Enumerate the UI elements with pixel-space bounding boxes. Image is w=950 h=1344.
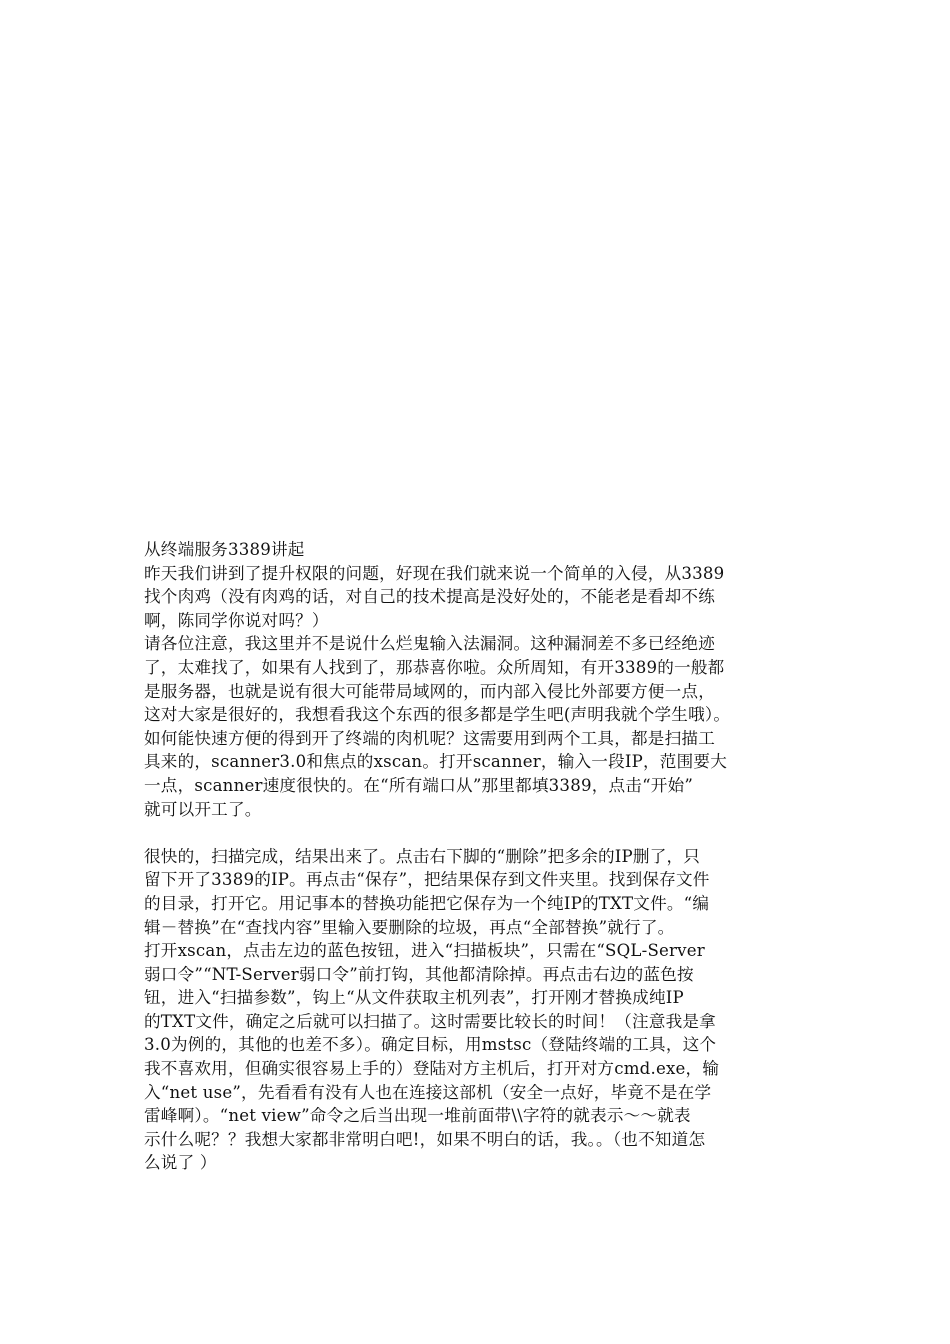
text-line: 么说了 ） bbox=[144, 1153, 217, 1173]
text-line: 示什么呢？？我想大家都非常明白吧!，如果不明白的话，我。。（也不知道怎 bbox=[144, 1129, 706, 1149]
text-line: 啊，陈同学你说对吗？） bbox=[144, 610, 329, 630]
text-line: 钮，进入“扫描参数”，钩上“从文件获取主机列表”，打开刚才替换成纯IP bbox=[144, 988, 684, 1008]
text-line: 辑－替换”在“查找内容”里输入要删除的垃圾，再点“全部替换”就行了。 bbox=[144, 917, 675, 937]
text-line: 找个肉鸡（没有肉鸡的话，对自己的技术提高是没好处的，不能老是看却不练 bbox=[144, 587, 715, 607]
article-text bbox=[144, 562, 824, 1175]
text-line: 如何能快速方便的得到开了终端的肉机呢？这需要用到两个工具，都是扫描工 bbox=[144, 728, 715, 748]
text-line: 我不喜欢用，但确实很容易上手的）登陆对方主机后，打开对方cmd.exe，输 bbox=[144, 1059, 720, 1079]
text-line: 具来的，scanner3.0和焦点的xscan。打开scanner，输入一段IP，范围要大 bbox=[144, 752, 727, 772]
text-line: 了，太难找了，如果有人找到了，那恭喜你啦。众所周知，有开3389的一般都 bbox=[144, 657, 725, 677]
text-line: 的TXT文件，确定之后就可以扫描了。这时需要比较长的时间！（注意我是拿 bbox=[144, 1011, 716, 1031]
text-line: 打开xscan，点击左边的蓝色按钮，进入“扫描板块”，只需在“SQL-Server bbox=[144, 941, 705, 961]
text-line: 一点，scanner速度很快的。在“所有端口从”那里都填3389，点击“开始” bbox=[144, 775, 694, 795]
text-line: 雷峰啊）。“net view”命令之后当出现一堆前面带\\字符的就表示～～就表 bbox=[144, 1106, 691, 1126]
text-line: 的目录，打开它。用记事本的替换功能把它保存为一个纯IP的TXT文件。“编 bbox=[144, 893, 710, 913]
paragraph-break bbox=[144, 821, 824, 845]
text-line: 入“net use”，先看看有没有人也在连接这部机（安全一点好，毕竟不是在学 bbox=[144, 1082, 712, 1102]
article-body bbox=[144, 538, 824, 1175]
text-line: 这对大家是很好的，我想看我这个东西的很多都是学生吧(声明我就个学生哦）。 bbox=[144, 705, 731, 725]
text-line: 就可以开工了。 bbox=[144, 799, 262, 819]
text-line: 很快的，扫描完成，结果出来了。点击右下脚的“删除”把多余的IP删了，只 bbox=[144, 846, 701, 866]
text-line: 请各位注意，我这里并不是说什么烂鬼输入法漏洞。这种漏洞差不多已经绝迹 bbox=[144, 634, 715, 654]
text-line: 昨天我们讲到了提升权限的问题，好现在我们就来说一个简单的入侵，从3389 bbox=[144, 563, 725, 583]
article-title: 从终端服务3389讲起 bbox=[144, 540, 305, 559]
text-line: 3.0为例的，其他的也差不多）。确定目标，用mstsc（登陆终端的工具，这个 bbox=[144, 1035, 717, 1055]
text-line: 弱口令”“NT-Server弱口令”前打钩，其他都清除掉。再点击右边的蓝色按 bbox=[144, 964, 694, 984]
text-line: 留下开了3389的IP。再点击“保存”，把结果保存到文件夹里。找到保存文件 bbox=[144, 870, 710, 890]
text-line: 是服务器，也就是说有很大可能带局域网的，而内部入侵比外部要方便一点， bbox=[144, 681, 715, 701]
